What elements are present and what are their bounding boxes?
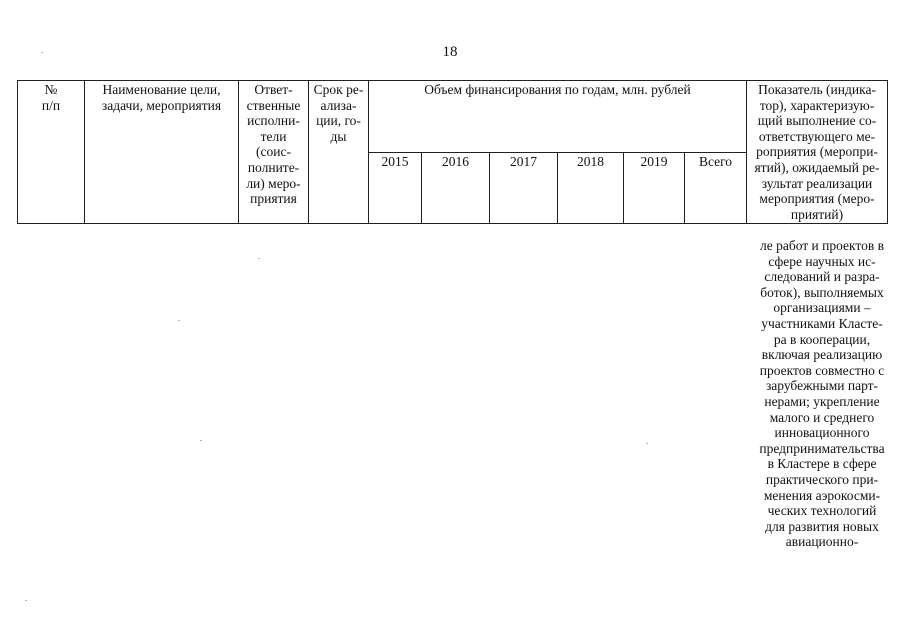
- scan-speck: [41, 52, 43, 53]
- year-2015: 2015: [369, 152, 422, 224]
- header-term: Срок ре- ализа- ции, го- ды: [309, 81, 369, 224]
- scan-speck: [200, 440, 202, 441]
- continuation-line: участниками Класте-: [761, 315, 883, 331]
- header-name: Наименование цели, задачи, мероприятия: [85, 81, 239, 224]
- continuation-line: зарубежными парт-: [765, 378, 879, 394]
- continuation-line: боток), выполняемых: [760, 284, 884, 300]
- year-2017: 2017: [490, 152, 558, 224]
- page-number: 18: [442, 44, 458, 60]
- continuation-line: сфере научных ис-: [768, 253, 876, 269]
- continuation-line: следований и разра-: [764, 269, 880, 285]
- continuation-line: ческих технологий: [767, 503, 877, 519]
- year-2018: 2018: [558, 152, 624, 224]
- continuation-line: для развития новых: [765, 518, 879, 534]
- continuation-line: ра в кооперации,: [773, 331, 871, 347]
- program-table: [17, 80, 888, 224]
- header-indicator: Показатель (индика- тор), характеризую- щий выполнение со- ответствующего ме- роприятия (меропри- ятий), ожидаемый ре- зультат реализации мероприятия (меро- приятий): [747, 81, 888, 224]
- year-total: Всего: [685, 152, 747, 224]
- scan-speck: [25, 600, 27, 601]
- header-row-1: [18, 81, 888, 153]
- scan-speck: [258, 258, 260, 259]
- continuation-line: малого и среднего: [769, 409, 875, 425]
- header-funding: Объем финансирования по годам, млн. рублей: [369, 81, 747, 153]
- scan-speck: [178, 320, 180, 321]
- year-2019: 2019: [624, 152, 685, 224]
- header-executors: Ответ- ственные исполни- тели (соис- полните- ли) меро- приятия: [239, 81, 309, 224]
- continuation-line: инновационного: [774, 425, 870, 441]
- continuation-line: авиационно-: [785, 534, 859, 550]
- continuation-line: включая реализацию: [761, 347, 883, 363]
- continuation-line: менения аэрокосми-: [763, 487, 881, 503]
- continuation-line: нерами; укрепление: [764, 393, 880, 409]
- indicator-continuation-text: [752, 238, 892, 550]
- continuation-line: проектов совместно с: [759, 362, 885, 378]
- continuation-line: предпринимательства: [759, 440, 885, 456]
- header-num: № п/п: [18, 81, 85, 224]
- continuation-line: практического при-: [765, 471, 879, 487]
- continuation-line: в Кластере в сфере: [767, 456, 877, 472]
- continuation-line: организациями –: [773, 300, 871, 316]
- year-2016: 2016: [422, 152, 490, 224]
- scan-speck: [646, 443, 648, 444]
- continuation-line: ле работ и проектов в: [759, 238, 885, 253]
